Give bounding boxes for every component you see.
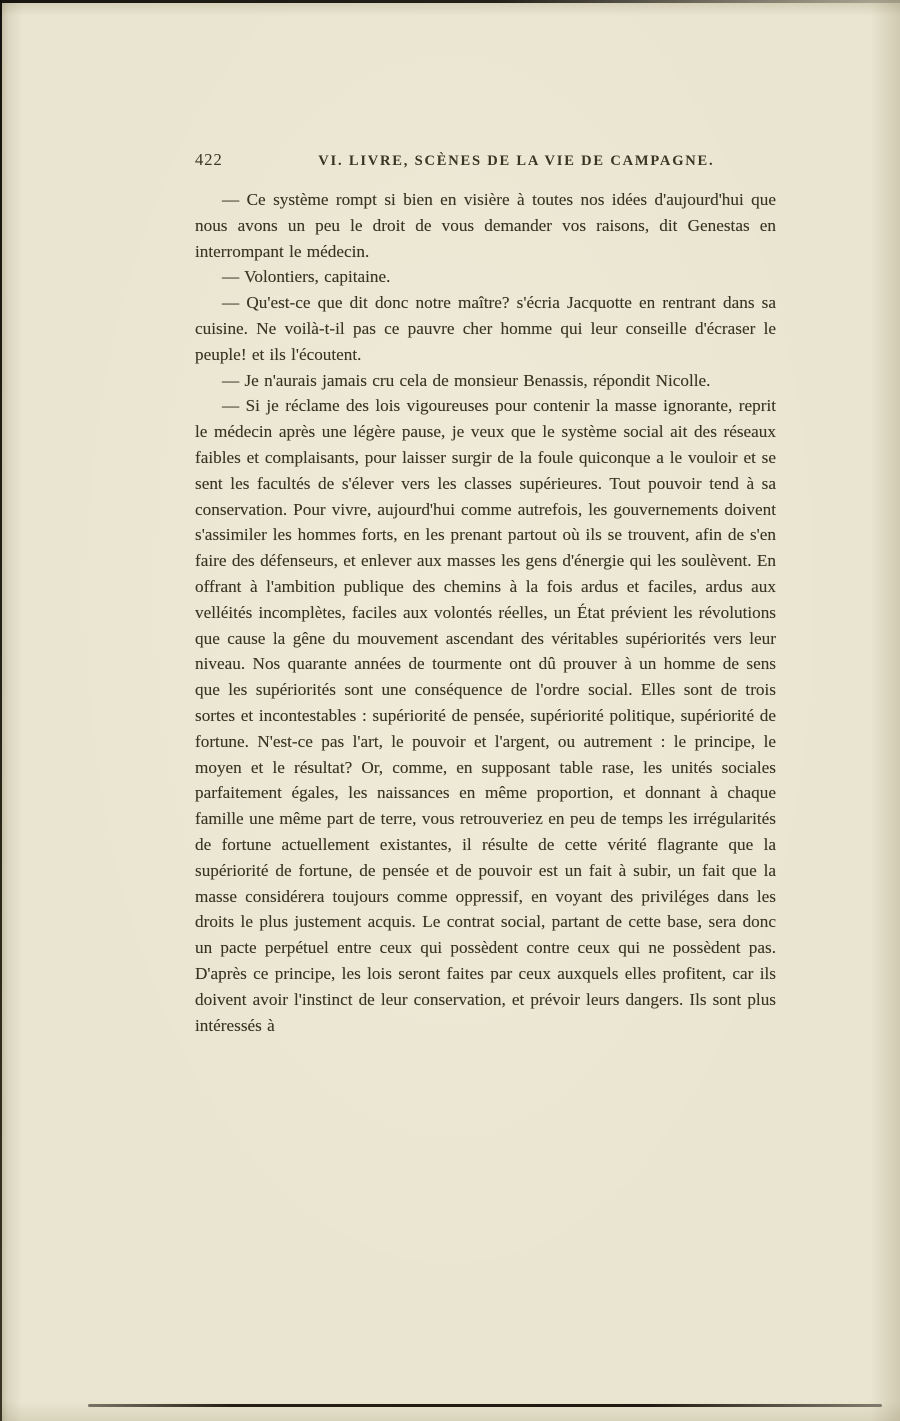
body-text (195, 187, 776, 1038)
paragraph: — Si je réclame des lois vigoureuses pour contenir la masse ignorante, reprit le médecin après une légère pause, je veux que le système social ait des réseaux faibles et complaisants, pour laisser surgir de la foule quiconque a le vouloir et se sent les facultés de s'élever vers les classes supérieures. Tout pouvoir tend à sa conservation. Pour vivre, aujourd'hui comme autrefois, les gouvernements doivent s'assimiler les hommes forts, en les prenant partout où ils se trouvent, afin de s'en faire des défenseurs, et enlever aux masses les gens d'énergie qui les soulèvent. En offrant à l'ambition publique des chemins à la fois ardus et faciles, ardus aux velléités incomplètes, faciles aux volontés réelles, un État prévient les révolutions que cause la gêne du mouvement ascendant des véritables supériorités vers leur niveau. Nos quarante années de tourmente ont dû prouver à un homme de sens que les supériorités sont une conséquence de l'ordre social. Elles sont de trois sortes et incontestables : supériorité de pensée, supériorité politique, supériorité de fortune. N'est-ce pas l'art, le pouvoir et l'argent, ou autrement : le principe, le moyen et le résultat? Or, comme, en supposant table rase, les unités sociales parfaitement égales, les naissances en même proportion, et donnant à chaque famille une même part de terre, vous retrouveriez en peu de temps les irrégularités de fortune actuellement existantes, il résulte de cette vérité flagrante que la supériorité de fortune, de pensée et de pouvoir est un fait à subir, un fait que la masse considérera toujours comme oppressif, en voyant des priviléges dans les droits le plus justement acquis. Le contrat social, partant de cette base, sera donc un pacte perpétuel entre ceux qui possèdent contre ceux qui ne possèdent pas. D'après ce principe, les lois seront faites par ceux auxquels elles profitent, car ils doivent avoir l'instinct de leur conservation, et prévoir leurs dangers. Ils sont plus intéressés à (195, 396, 776, 1035)
scan-bottom-edge (88, 1404, 882, 1407)
running-header: VI. LIVRE, SCÈNES DE LA VIE DE CAMPAGNE. (318, 153, 715, 169)
book-page (195, 150, 776, 1038)
page-number: 422 (195, 150, 223, 169)
paragraph: — Je n'aurais jamais cru cela de monsieur Benassis, répondit Nicolle. (222, 370, 711, 390)
paragraph: — Ce système rompt si bien en visière à toutes nos idées d'aujourd'hui que nous avons un peu le droit de vous demander vos raisons, dit Genestas en interrompant le médecin. (195, 190, 776, 261)
page-header (195, 150, 776, 170)
paragraph: — Qu'est-ce que dit donc notre maître? s'écria Jacquotte en rentrant dans sa cuisine. Ne voilà-t-il pas ce pauvre cher homme qui leur conseille d'écraser le peuple! et ils l'écoutent. (195, 293, 776, 364)
paragraph: — Volontiers, capitaine. (222, 267, 391, 287)
scan-left-edge (0, 0, 2, 1421)
scan-top-edge (0, 0, 900, 3)
